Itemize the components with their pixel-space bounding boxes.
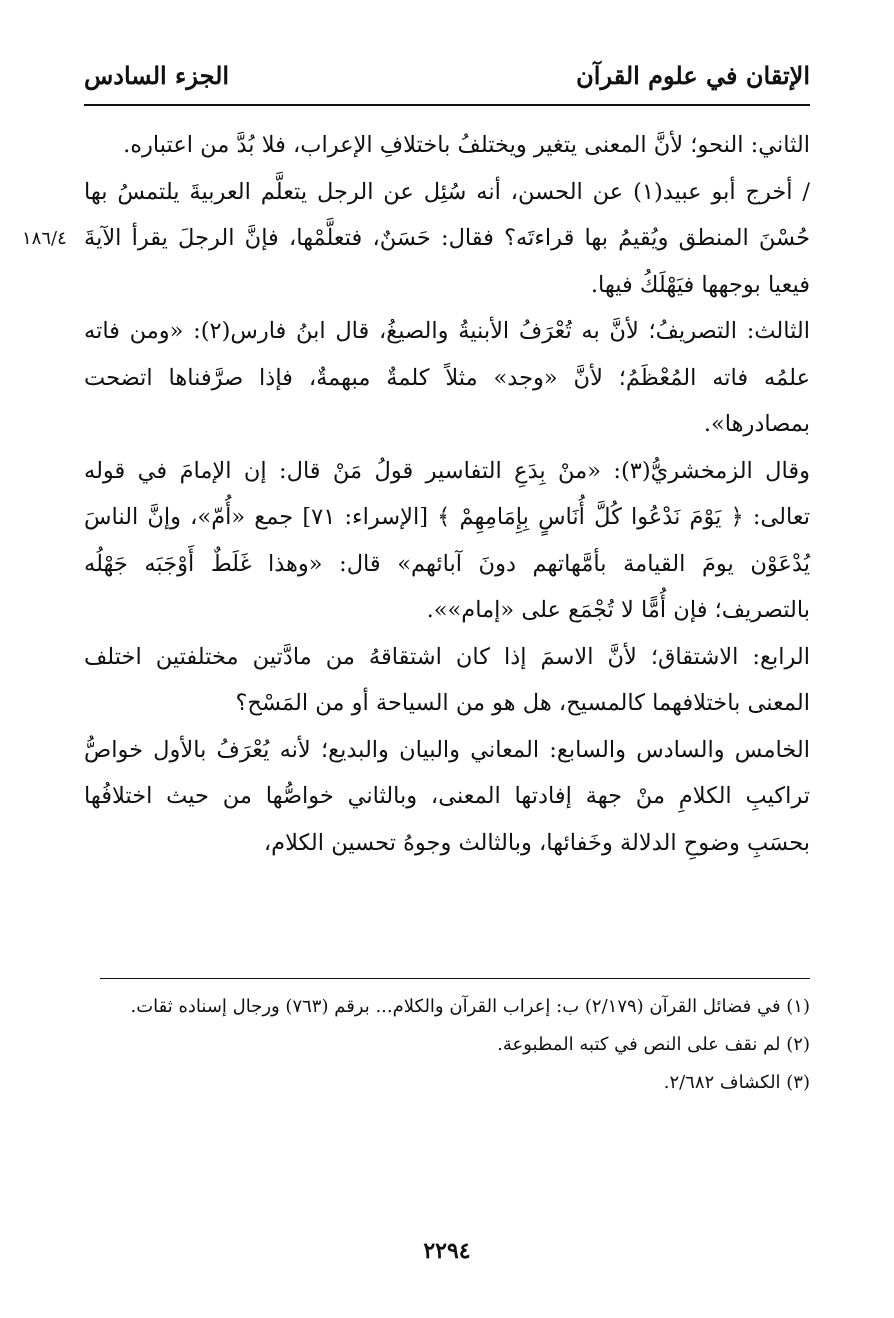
paragraph-morphology: الثالث: التصريفُ؛ لأنَّ به تُعْرَفُ الأبنيةُ والصيغُ، قال ابنُ فارس(٢): «ومن فاته علمُه فاته المُعْظَمُ؛ لأنَّ «وجد» مثلاً كلمةٌ مبهمةٌ، فإذا صرَّفناها اتضحت بمصادرها».	[84, 318, 810, 437]
footnote-1: (١) في فضائل القرآن (٢/١٧٩) ب: إعراب القرآن والكلام... برقم (٧٦٣) ورجال إسناده ثقات.	[130, 996, 810, 1017]
paragraph-rhetoric: الخامس والسادس والسابع: المعاني والبيان والبديع؛ لأنه يُعْرَفُ بالأول خواصُّ تراكيبِ الكلامِ منْ جهة إفادتها المعنى، وبالثاني خواصُّها من حيث اختلافُها بحسَبِ وضوحِ الدلالة وخَفائها، وبالثالث وجوهُ تحسين الكلام،	[84, 736, 810, 856]
paragraph-abu-ubaid: / أخرج أبو عبيد(١) عن الحسن، أنه سُئِل عن الرجل يتعلَّم العربيةَ يلتمسُ بها حُسْنَ المنطق ويُقيمُ بها قراءتَه؟ فقال: حَسَنٌ، فتعلَّمْها، فإنَّ الرجلَ يقرأ الآيةَ فيعيا بوجهها فيَهْلَكُ فيها.	[84, 178, 810, 298]
header-divider	[84, 104, 810, 106]
footnotes	[84, 990, 810, 1104]
footnote-divider	[100, 978, 810, 979]
volume-label: الجزء السادس	[84, 60, 230, 90]
footnote-3: (٣) الكشاف ٢/٦٨٢.	[663, 1072, 810, 1093]
main-text	[84, 122, 810, 866]
running-header	[84, 52, 810, 98]
paragraph-zamakhshari: وقال الزمخشريُّ(٣): «منْ بِدَعِ التفاسير قولُ مَنْ قال: إن الإمامَ في قوله تعالى: ﴿ يَوْمَ نَدْعُوا كُلَّ أُنَاسٍ بِإِمَامِهِمْ ﴾ [الإسراء: ٧١] جمع «أُمّ»، وإنَّ الناسَ يُدْعَوْن يومَ القيامة بأمَّهاتهم دونَ آبائهم» قال: «وهذا غَلَطٌ أَوْجَبَه جَهْلُه بالتصريف؛ فإن أُمًّا لا تُجْمَع على «إمام»».	[84, 457, 811, 623]
page-number: ٢٢٩٤	[423, 1238, 471, 1264]
margin-page-reference: ١٨٦/٤	[22, 228, 67, 249]
footnote-2: (٢) لم نقف على النص في كتبه المطبوعة.	[497, 1034, 810, 1055]
book-title: الإتقان في علوم القرآن	[576, 60, 810, 90]
paragraph-derivation: الرابع: الاشتقاق؛ لأنَّ الاسمَ إذا كان اشتقاقهُ من مادَّتين مختلفتين اختلف المعنى باختلافهما كالمسيح، هل هو من السياحة أو من المَسْح؟	[84, 643, 810, 716]
paragraph-syntax: الثاني: النحو؛ لأنَّ المعنى يتغير ويختلفُ باختلافِ الإعراب، فلا بُدَّ من اعتباره.	[123, 132, 810, 158]
